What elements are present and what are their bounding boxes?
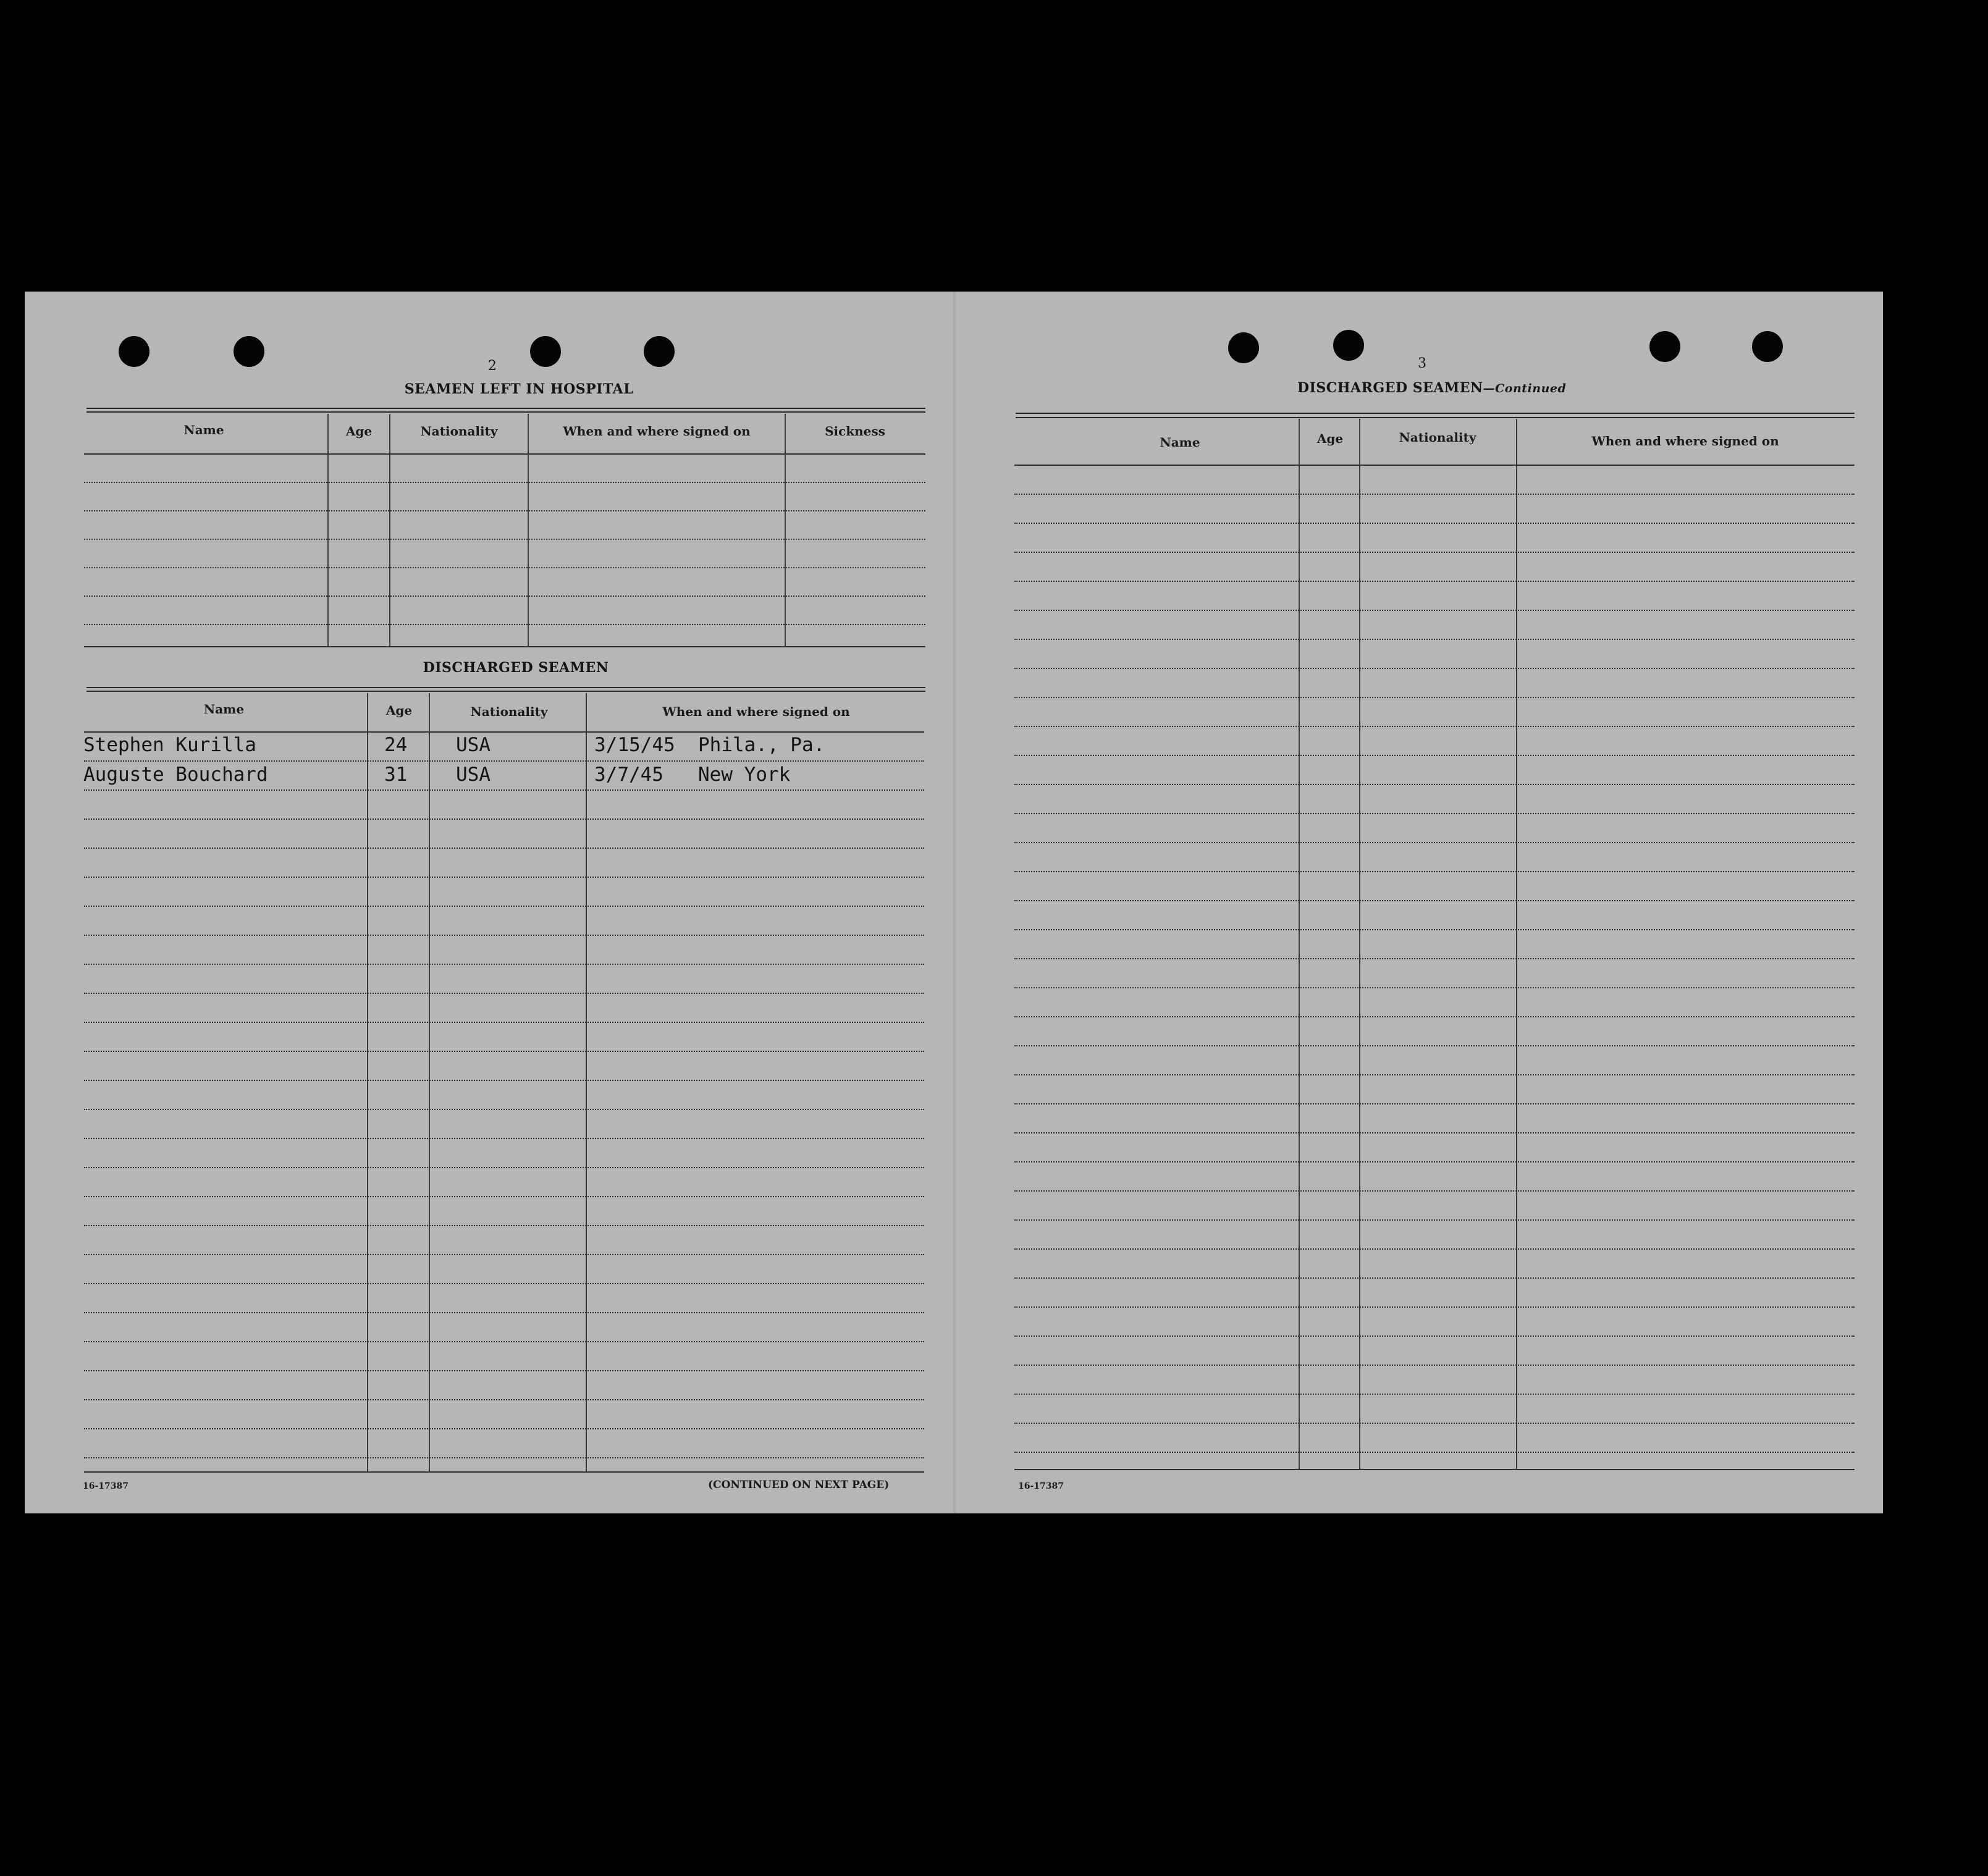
row-rule	[84, 1254, 924, 1255]
seaman-nationality: USA	[456, 734, 491, 756]
row-rule	[84, 1457, 924, 1458]
row-rule	[1014, 668, 1855, 669]
row-rule	[84, 1370, 924, 1371]
row-rule	[1014, 1219, 1855, 1221]
row-rule	[1014, 494, 1855, 495]
row-rule	[84, 1051, 924, 1052]
rule	[1016, 413, 1855, 414]
seaman-age: 24	[384, 734, 408, 756]
col-header-nationality: Nationality	[470, 704, 548, 719]
seaman-name: Stephen Kurilla	[83, 734, 256, 756]
header-rule	[84, 731, 924, 733]
row-rule	[84, 1167, 924, 1168]
row-rule	[1014, 552, 1855, 553]
col-header-nationality: Nationality	[420, 424, 498, 439]
row-rule	[1014, 1423, 1855, 1424]
row-rule	[1014, 1132, 1855, 1134]
bottom-rule	[84, 1471, 924, 1473]
row-rule	[1014, 581, 1855, 582]
document-sheet	[25, 292, 1883, 1513]
hospital-section-title: SEAMEN LEFT IN HOSPITAL	[404, 381, 634, 397]
row-rule	[1014, 755, 1855, 756]
row-rule	[1014, 1190, 1855, 1192]
row-rule	[1014, 1452, 1855, 1453]
row-rule	[84, 1341, 924, 1342]
rule	[86, 687, 925, 688]
column-rule	[528, 414, 529, 646]
rule	[86, 691, 925, 692]
rule	[1016, 417, 1855, 418]
row-rule	[84, 993, 924, 994]
row-rule	[1014, 842, 1855, 843]
row-rule	[84, 482, 925, 483]
punch-hole	[530, 336, 561, 367]
signed-on-date: 3/7/45	[594, 763, 663, 786]
bottom-rule	[1014, 1469, 1855, 1470]
col-header-signed-on: When and where signed on	[1591, 434, 1779, 448]
punch-hole	[119, 336, 150, 367]
column-rule	[1299, 419, 1300, 1469]
row-rule	[1014, 1045, 1855, 1046]
rule	[86, 408, 925, 409]
row-rule	[1014, 1248, 1855, 1250]
col-header-name: Name	[1160, 435, 1200, 450]
row-rule	[1014, 1365, 1855, 1366]
row-rule	[1014, 523, 1855, 524]
row-rule	[84, 539, 925, 540]
row-rule	[1014, 871, 1855, 872]
column-rule	[367, 693, 368, 1471]
row-rule	[84, 1138, 924, 1139]
row-rule	[84, 1428, 924, 1429]
row-rule	[1014, 929, 1855, 930]
row-rule	[84, 1312, 924, 1313]
column-rule	[389, 414, 390, 646]
row-rule	[1014, 1103, 1855, 1104]
column-rule	[429, 693, 430, 1471]
signed-on-place: Phila., Pa.	[698, 734, 825, 756]
row-rule	[84, 1022, 924, 1023]
title-text: DISCHARGED SEAMEN	[1297, 380, 1483, 396]
row-rule	[84, 760, 924, 762]
discharged-section-title: DISCHARGED SEAMEN	[423, 660, 609, 676]
seaman-name: Auguste Bouchard	[83, 763, 268, 786]
punch-hole	[644, 336, 675, 367]
punch-hole	[234, 336, 264, 367]
row-rule	[84, 1399, 924, 1400]
row-rule	[84, 789, 924, 791]
row-rule	[84, 906, 924, 907]
row-rule	[1014, 1394, 1855, 1395]
row-rule	[84, 848, 924, 849]
punch-hole	[1333, 330, 1364, 361]
row-rule	[1014, 987, 1855, 988]
signed-on-date: 3/15/45	[594, 734, 675, 756]
row-rule	[84, 1080, 924, 1081]
column-rule	[1516, 419, 1517, 1469]
signed-on-place: New York	[698, 763, 791, 786]
row-rule	[1014, 1306, 1855, 1308]
header-rule	[1014, 465, 1855, 466]
row-rule	[1014, 726, 1855, 727]
continued-note: (CONTINUED ON NEXT PAGE)	[708, 1479, 890, 1491]
column-rule	[586, 693, 587, 1471]
seaman-nationality: USA	[456, 763, 491, 786]
row-rule	[84, 1225, 924, 1226]
col-header-signed-on: When and where signed on	[563, 424, 751, 439]
row-rule	[1014, 1016, 1855, 1017]
row-rule	[84, 1283, 924, 1284]
page-number: 3	[1418, 356, 1426, 371]
title-suffix: —Continued	[1483, 382, 1567, 395]
header-rule	[84, 453, 925, 455]
col-header-age: Age	[385, 703, 413, 718]
form-number: 16-17387	[83, 1481, 128, 1491]
bottom-rule	[84, 646, 925, 647]
row-rule	[84, 595, 925, 597]
row-rule	[1014, 639, 1855, 640]
col-header-nationality: Nationality	[1399, 430, 1476, 445]
row-rule	[84, 935, 924, 936]
discharged-continued-title	[1297, 380, 1566, 396]
page-fold	[953, 292, 956, 1513]
row-rule	[1014, 1161, 1855, 1163]
row-rule	[84, 877, 924, 878]
row-rule	[84, 624, 925, 625]
page-number: 2	[488, 358, 497, 374]
punch-hole	[1228, 332, 1259, 363]
punch-hole	[1752, 331, 1783, 362]
row-rule	[1014, 610, 1855, 611]
col-header-signed-on: When and where signed on	[662, 704, 850, 719]
row-rule	[84, 510, 925, 511]
row-rule	[1014, 813, 1855, 814]
row-rule	[84, 1196, 924, 1197]
form-number: 16-17387	[1018, 1481, 1064, 1491]
col-header-age: Age	[1316, 431, 1344, 446]
col-header-sickness: Sickness	[825, 424, 885, 439]
seaman-age: 31	[384, 763, 408, 786]
row-rule	[1014, 958, 1855, 959]
col-header-name: Name	[183, 423, 224, 437]
row-rule	[84, 567, 925, 568]
row-rule	[1014, 900, 1855, 901]
column-rule	[1359, 419, 1360, 1469]
row-rule	[1014, 784, 1855, 785]
row-rule	[1014, 1335, 1855, 1337]
row-rule	[1014, 1074, 1855, 1075]
punch-hole	[1649, 331, 1680, 362]
row-rule	[1014, 1277, 1855, 1279]
column-rule	[327, 414, 329, 646]
column-rule	[785, 414, 786, 646]
row-rule	[84, 818, 924, 820]
col-header-age: Age	[345, 424, 373, 439]
col-header-name: Name	[203, 702, 245, 717]
row-rule	[1014, 697, 1855, 698]
row-rule	[84, 964, 924, 965]
rule	[86, 411, 925, 413]
row-rule	[84, 1109, 924, 1110]
